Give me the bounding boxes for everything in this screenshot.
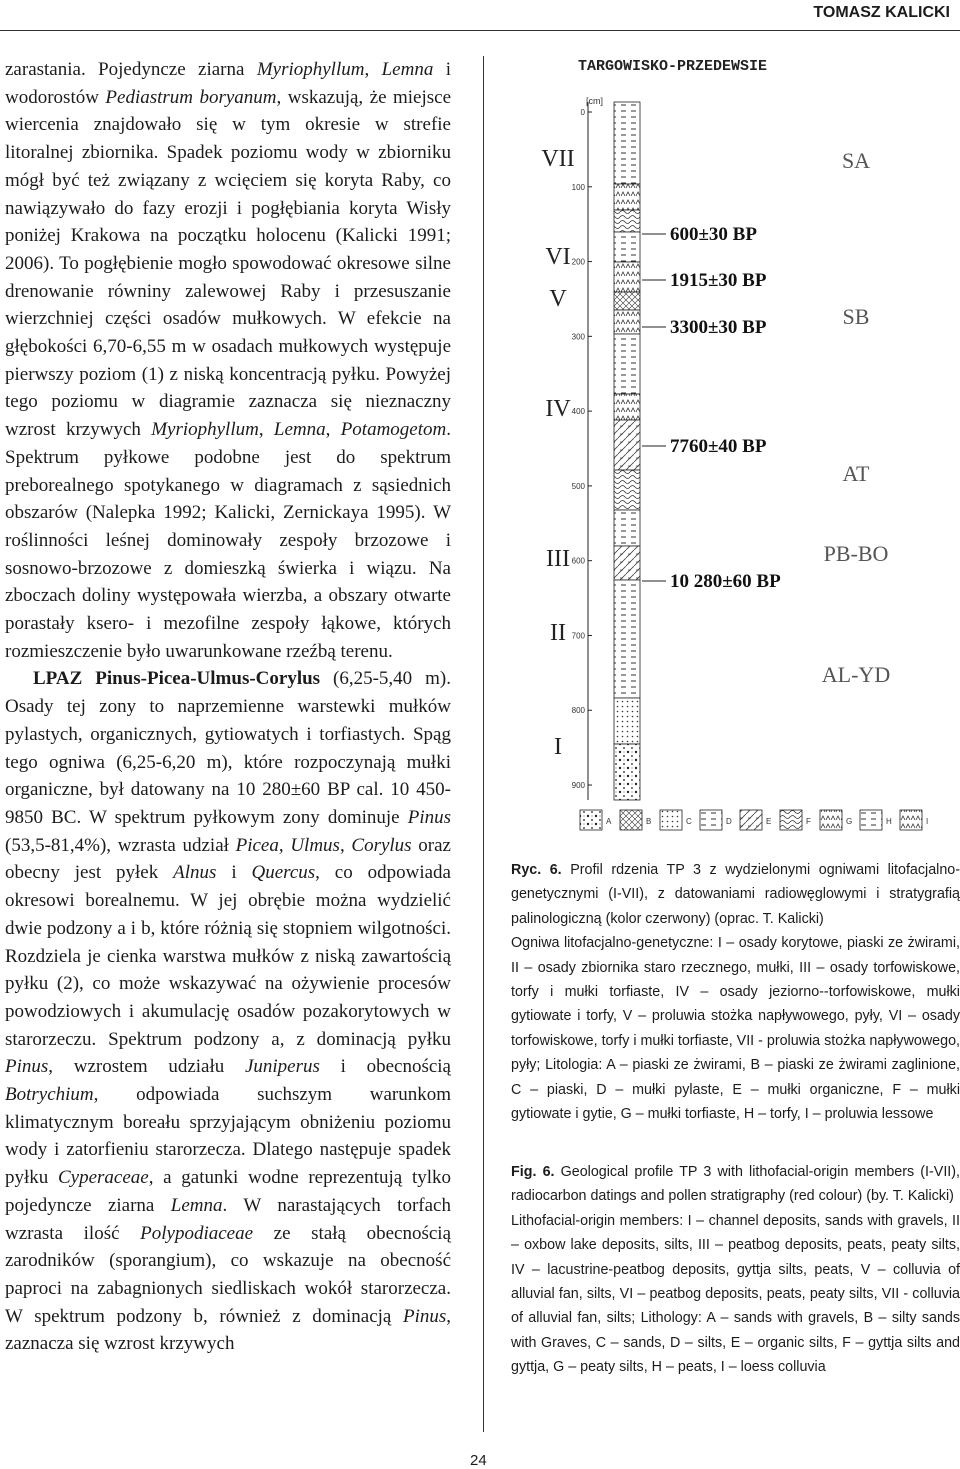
caption-polish: Ryc. 6. Profil rdzenia TP 3 z wydzielonymi ogniwami litofacjalno-genetycznymi (I-VII), z datowaniami radiowęglowymi i stratygrafią palinologiczną (kolor czerwony) (oprac. T. Kalicki) Ogniwa litofacjalno-genetyczne: I – osady korytowe, piaski ze żwirami, II – osady zbiornika staro rzecznego, mułki, III – osady torfowiskowe, torfy i mułki torfiaste, IV – osady jeziorno--torfowiskowe, mułki gytiowate i torfy, V – proluwia stożka napływowego, pyły, VI – osady torfowiskowe, torfy i mułki torfiaste, VII - proluwia stożka napływowego, pyły; Litologia: A – piaski ze żwirami, B – piaski ze żwirami zaglinione, C – piaski, D – mułki pylaste, E – mułki organiczne, F – mułki gytiowate i gytie, G – mułki torfiaste, H – torfy, I – proluwia lessowe bbox=[511, 858, 960, 1126]
legend-swatch bbox=[820, 810, 842, 830]
legend-swatch bbox=[780, 810, 802, 830]
depth-tick-label: 900 bbox=[571, 781, 585, 791]
depth-tick-label: 800 bbox=[571, 706, 585, 716]
zone-label: AT bbox=[842, 461, 870, 486]
legend-swatch bbox=[580, 810, 602, 830]
legend-key: H bbox=[886, 817, 892, 826]
legend-swatch bbox=[740, 810, 762, 830]
member-label: VII bbox=[541, 146, 575, 172]
legend-swatch bbox=[700, 810, 722, 830]
depth-tick-label: 0 bbox=[580, 108, 585, 117]
depth-unit: [cm] bbox=[586, 96, 603, 106]
caption-english: Fig. 6. Geological profile TP 3 with lithofacial-origin members (I-VII), radiocarbon datings and pollen stratigraphy (red colour) (by. T. Kalicki) Lithofacial-origin members: I – channel deposits, sands with gravels, II – oxbow lake deposits, silts, III – peatbog deposits, peats, peaty silts, IV – lacustrine-peatbog deposits, gyttja silts, peats, V – colluvia of alluvial fan, silts, VI – peatbog deposits, peats, peaty silts, VII - colluvia of alluvial fan, silts; Lithology: A – sands with gravels, B – silty sands with Graves, C – sands, D – silts, E – organic silts, F – gyttja silts and gyttja, G – peaty silts, H – peats, I – loess colluvia bbox=[511, 1160, 960, 1380]
member-label: VI bbox=[545, 244, 571, 270]
zone-label: SB bbox=[842, 304, 870, 329]
legend-key: C bbox=[686, 817, 692, 826]
legend-swatch bbox=[860, 810, 882, 830]
radiocarbon-dates bbox=[642, 224, 781, 592]
depth-tick-label: 400 bbox=[571, 407, 585, 417]
legend-key: B bbox=[646, 817, 652, 826]
depth-tick-label: 300 bbox=[571, 332, 585, 342]
caption-polish-body: Ogniwa litofacjalno-genetyczne: I – osady korytowe, piaski ze żwirami, II – osady zbiornika staro rzecznego, mułki, III – osady torfowiskowe, torfy i mułki torfiaste, IV – osady jeziorno--torfowiskowe, mułki gytiowate i torfy, V – proluwia stożka napływowego, pyły, VI – osady torfowiskowe, torfy i mułki torfiaste, VII - proluwia stożka napływowego, pyły; Litologia: A – piaski ze żwirami, B – piaski ze żwirami zaglinione, C – piaski, D – mułki pylaste, E – mułki organiczne, F – mułki gytiowate i gytie, G – mułki torfiaste, H – torfy, I – proluwia lessowe bbox=[511, 935, 960, 1123]
paragraph-1: zarastania. Pojedyncze ziarna Myriophyllum, Lemna i wodorostów Pediastrum boryanum, wskazują, że miejsce wiercenia znajdowało się w tym okresie w strefie litoralnej zbiornika. Spadek poziomu wody w zbiorniku mógł być też związany z wcięciem się koryta Raby, co nawiązywało do fazy erozji i pogłębiania koryta Wisły poniżej Krakowa na początku holocenu (Kalicki 1991; 2006). To pogłębienie mogło spowodować okresowe silne drenowanie równiny zalewowej Raby i przesuszanie wierzchniej części osadów mułkowych. W efekcie na głębokości 6,70-6,55 m w osadach mułkowych występuje pierwszy poziom (1) z niską koncentracją pyłku. Powyżej tego poziomu w diagramie zaznacza się nieznaczny wzrost krzywych Myriophyllum, Lemna, Potamogetom. Spektrum pyłkowe podobne jest do spektrum preborealnego spotykanego w diagramach z sąsiednich obszarów (Nalepka 1992; Kalicki, Zernickaya 1995). W roślinności leśnej dominowały zespoły brzozowe i sosnowo-brzozowe z domieszką świerka i wiązu. Na zboczach doliny występowała wierzba, a obszary otwarte porastały ksero- i mezofilne zespoły łąkowe, których rozmieszczenie było uwarunkowane rzeźbą terenu. bbox=[5, 59, 452, 662]
date-label: 3300±30 BP bbox=[670, 317, 767, 338]
date-label: 1915±30 BP bbox=[670, 270, 767, 291]
column-divider bbox=[483, 56, 484, 1432]
legend-key: D bbox=[726, 817, 732, 826]
member-labels bbox=[541, 146, 574, 760]
lithology-column bbox=[614, 102, 640, 800]
main-text-column bbox=[5, 56, 451, 1358]
member-label: II bbox=[550, 620, 566, 646]
caption-english-body: Lithofacial-origin members: I – channel deposits, sands with gravels, II – oxbow lake deposits, silts, III – peatbog deposits, peats, peaty silts, IV – lacustrine-peatbog deposits, gyttja silts, peats, V – colluvia of alluvial fan, silts, VI – peatbog deposits, peats, peaty silts, VII - colluvia of alluvial fan, silts; Lithology: A – sands with gravels, B – silty sands with Graves, C – sands, D – silts, E – organic silts, F – gyttja silts and gyttja, G – peaty silts, H – peats, I – loess colluvia bbox=[511, 1212, 960, 1376]
zone-label: PB-BO bbox=[823, 541, 889, 566]
date-label: 600±30 BP bbox=[670, 224, 757, 245]
member-label: I bbox=[554, 734, 562, 760]
date-label: 10 280±60 BP bbox=[670, 571, 781, 592]
legend-key: E bbox=[766, 817, 772, 826]
member-label: V bbox=[549, 286, 567, 312]
depth-tick-label: 600 bbox=[571, 556, 585, 566]
header-rule bbox=[0, 30, 960, 31]
legend-key: I bbox=[926, 817, 929, 826]
geological-profile-figure bbox=[530, 54, 960, 854]
lithology-legend bbox=[580, 810, 928, 830]
caption-english-label: Fig. 6. bbox=[511, 1164, 555, 1180]
legend-swatch bbox=[620, 810, 642, 830]
legend-key: A bbox=[606, 817, 612, 826]
legend-swatch bbox=[900, 810, 922, 830]
depth-tick-label: 500 bbox=[571, 481, 585, 491]
pollen-zones bbox=[822, 148, 890, 687]
depth-ticks bbox=[572, 108, 592, 790]
member-label: III bbox=[546, 546, 570, 572]
page-number: 24 bbox=[470, 1452, 487, 1469]
zone-label: AL-YD bbox=[821, 662, 891, 687]
lpaz-heading: LPAZ Pinus-Picea-Ulmus-Corylus bbox=[33, 668, 321, 690]
zone-label: SA bbox=[841, 148, 871, 173]
legend-key: G bbox=[846, 817, 853, 826]
legend-key: F bbox=[806, 817, 811, 826]
running-header: TOMASZ KALICKI bbox=[813, 4, 950, 21]
legend-swatch bbox=[660, 810, 682, 830]
depth-tick-label: 700 bbox=[571, 631, 585, 641]
date-label: 7760±40 BP bbox=[670, 436, 767, 457]
caption-polish-label: Ryc. 6. bbox=[511, 862, 562, 878]
depth-tick-label: 200 bbox=[571, 257, 585, 267]
depth-tick-label: 100 bbox=[571, 182, 585, 192]
figure-title: TARGOWISKO-PRZEDEWSIE bbox=[578, 58, 768, 75]
member-label: IV bbox=[545, 396, 571, 422]
paragraph-2: LPAZ Pinus-Picea-Ulmus-Corylus (6,25-5,40 m). Osady tej zony to naprzemienne warstewki mułków pylastych, organicznych, gytiowatych i torfiastych. Spąg tego ogniwa (6,25-6,20 m), które rozpoczynają mułki organiczne, był datowany na 10 280±60 BP cal. 10 450-9850 BC. W spektrum pyłkowym zony dominuje Pinus (53,5-81,4%), wzrasta udział Picea, Ulmus, Corylus oraz obecny jest pyłek Alnus i Quercus, co odpowiada okresowi borealnemu. W jej obrębie można wydzielić dwie podzony a i b, które różnią się stopniem wilgotności. Rozdziela je cienka warstwa mułków z niską zawartością pyłku (2), co może wskazywać na ożywienie procesów powodziowych i akumulację osadów pozakorytowych w starorzeczu. Spektrum podzony a, z dominacją pyłku Pinus, wzrostem udziału Juniperus i obecnością Botrychium, odpowiada suchszym warunkom klimatycznym boreału sprzyjającym obniżeniu poziomu wody i zatorfieniu starorzecza. Dlatego następuje spadek pyłku Cyperaceae, a gatunki wodne reprezentują tylko pojedyncze ziarna Lemna. W narastających torfach wzrasta ilość Polypodiaceae ze stałą obecnością zarodników (sporangium), co wskazuje na obecność paproci na zabagnionych siedliskach wokół starorzecza. W spektrum podzony b, również z dominacją Pinus, zaznacza się wzrost krzywych bbox=[5, 668, 452, 1355]
